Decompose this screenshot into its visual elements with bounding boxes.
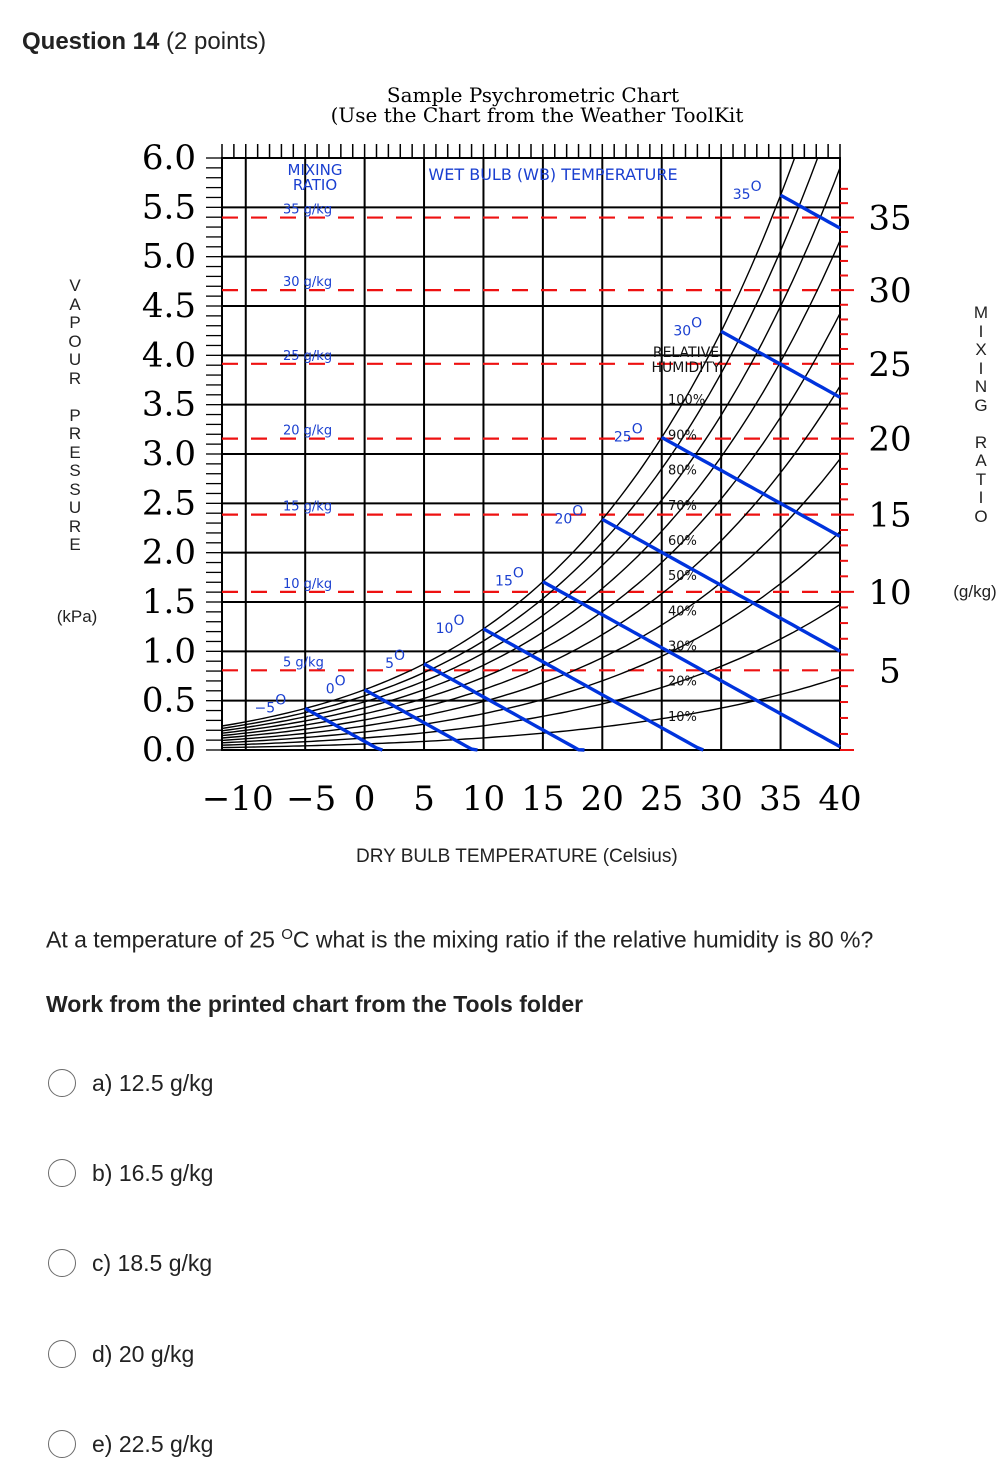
- wet-bulb-degree: O: [453, 612, 465, 629]
- wet-bulb-line: [305, 708, 382, 750]
- mixing-ratio-line-label: 30 g/kg: [283, 275, 333, 291]
- radio-button[interactable]: [48, 1069, 76, 1097]
- wet-bulb-label: 35: [732, 187, 751, 204]
- x-tick-label: 15: [521, 779, 565, 819]
- relative-humidity-curve: [222, 313, 840, 735]
- question-header: [22, 28, 266, 56]
- question-instruction: Work from the printed chart from the Tools folder: [46, 991, 584, 1017]
- relative-humidity-label: 40%: [668, 604, 697, 620]
- wet-bulb-degree: O: [512, 565, 524, 582]
- wet-bulb-degree: O: [631, 421, 643, 438]
- mixing-ratio-line-label: 5 g/kg: [283, 655, 324, 671]
- x-axis-title: DRY BULB TEMPERATURE (Celsius): [356, 846, 678, 867]
- y-tick-label: 3.5: [141, 384, 196, 425]
- option-label: c) 18.5 g/kg: [92, 1249, 213, 1276]
- chart-subtitle: (Use the Chart from the Weather ToolKit: [330, 103, 744, 127]
- wet-bulb-header: WET BULB (WB) TEMPERATURE: [428, 165, 678, 184]
- relative-humidity-curve: [222, 168, 840, 731]
- relative-humidity-label: 90%: [668, 428, 697, 444]
- y-tick-label: 6.0: [141, 138, 196, 178]
- x-tick-label: −10: [201, 779, 274, 819]
- radio-button[interactable]: [48, 1430, 76, 1458]
- relative-humidity-label: 10%: [668, 709, 697, 725]
- wet-bulb-degree: O: [275, 692, 287, 709]
- wet-bulb-label: 10: [435, 620, 454, 637]
- y-tick-label: 0.5: [141, 680, 196, 721]
- question-points: (2 points): [166, 28, 267, 55]
- wet-bulb-label: −5: [254, 700, 276, 717]
- relative-humidity-label: 50%: [668, 569, 697, 585]
- right-tick-label: 5: [879, 651, 901, 692]
- radio-button[interactable]: [48, 1159, 76, 1187]
- question-text: At a temperature of 25 $^O$C what is the mixing ratio if the relative humidity is 80 %?: [46, 926, 874, 953]
- option-label: d) 20 g/kg: [92, 1340, 195, 1367]
- wet-bulb-label: 5: [385, 655, 395, 672]
- mixing-ratio-header: RATIO: [292, 176, 338, 194]
- wet-bulb-degree: O: [691, 315, 703, 332]
- wet-bulb-label: 30: [673, 323, 692, 340]
- y-tick-label: 3.0: [141, 434, 196, 474]
- x-tick-label: 40: [818, 779, 862, 819]
- wet-bulb-degree: O: [394, 647, 406, 664]
- right-tick-label: 35: [868, 198, 912, 239]
- mixing-ratio-line-label: 35 g/kg: [283, 202, 333, 218]
- wet-bulb-line: [781, 195, 840, 228]
- y-tick-label: 4.0: [141, 335, 196, 376]
- option-c[interactable]: [48, 1249, 212, 1277]
- right-tick-label: 30: [868, 271, 912, 312]
- x-tick-label: 35: [758, 779, 803, 819]
- relative-humidity-header: RELATIVE: [652, 345, 720, 361]
- relative-humidity-curve: [222, 158, 818, 728]
- y-tick-label: 4.5: [141, 286, 196, 326]
- radio-button[interactable]: [48, 1340, 76, 1368]
- mixing-ratio-line-label: 25 g/kg: [283, 348, 333, 364]
- mixing-ratio-header: MIXING: [287, 161, 343, 179]
- relative-humidity-label: 20%: [668, 674, 697, 690]
- y-tick-label: 5.0: [141, 236, 196, 277]
- y-tick-label: 1.0: [141, 631, 196, 672]
- wet-bulb-label: 25: [613, 429, 632, 446]
- y-tick-label: 5.5: [141, 187, 196, 228]
- x-tick-label: 25: [640, 779, 684, 819]
- relative-humidity-header: HUMIDITY: [651, 360, 721, 376]
- relative-humidity-curve: [222, 532, 840, 743]
- x-tick-label: 5: [413, 779, 435, 819]
- right-tick-label: 10: [868, 572, 912, 613]
- vapour-pressure-unit: (kPa): [56, 607, 98, 626]
- relative-humidity-label: 70%: [668, 498, 697, 514]
- wet-bulb-degree: O: [572, 503, 584, 520]
- option-label: e) 22.5 g/kg: [92, 1430, 214, 1457]
- right-tick-label: 25: [868, 344, 912, 385]
- wet-bulb-line: [662, 437, 840, 536]
- wet-bulb-label: 15: [495, 573, 513, 590]
- option-label: a) 12.5 g/kg: [92, 1069, 214, 1096]
- x-tick-label: −5: [286, 779, 337, 819]
- radio-button[interactable]: [48, 1249, 76, 1277]
- x-tick-label: 10: [461, 779, 506, 819]
- relative-humidity-label: 60%: [668, 533, 697, 549]
- mixing-ratio-line-label: 20 g/kg: [283, 423, 333, 439]
- wet-bulb-degree: O: [334, 673, 346, 690]
- option-e[interactable]: [48, 1430, 213, 1458]
- vapour-pressure-axis-label: V A P O U R P R E S S U R E: [68, 276, 82, 554]
- y-tick-label: 2.0: [141, 532, 196, 573]
- right-tick-label: 20: [868, 419, 912, 460]
- mixing-ratio-unit: (g/kg): [953, 582, 997, 601]
- y-tick-label: 2.5: [141, 483, 196, 524]
- question-number: Question 14: [22, 28, 160, 55]
- option-d[interactable]: [48, 1340, 194, 1368]
- x-tick-label: 30: [699, 779, 743, 819]
- option-label: b) 16.5 g/kg: [92, 1159, 214, 1186]
- relative-humidity-label: 100%: [668, 393, 706, 409]
- y-tick-label: 1.5: [141, 582, 196, 622]
- mixing-ratio-line-label: 15 g/kg: [283, 499, 333, 515]
- x-tick-label: 0: [353, 779, 376, 819]
- wet-bulb-degree: O: [750, 179, 762, 196]
- right-tick-label: 15: [868, 495, 912, 536]
- relative-humidity-label: 30%: [668, 639, 697, 655]
- mixing-ratio-axis-label: M I X I N G R A T I O: [973, 303, 989, 526]
- psychrometric-chart: [0, 70, 1004, 840]
- option-a[interactable]: [48, 1069, 213, 1097]
- y-tick-label: 0.0: [141, 730, 196, 770]
- chart-title: Sample Psychrometric Chart: [386, 83, 680, 107]
- relative-humidity-label: 80%: [668, 463, 697, 479]
- option-b[interactable]: [48, 1159, 213, 1187]
- wet-bulb-label: 20: [554, 511, 573, 528]
- x-tick-label: 20: [580, 779, 624, 819]
- wet-bulb-label: 0: [325, 681, 335, 698]
- mixing-ratio-line-label: 10 g/kg: [283, 576, 333, 592]
